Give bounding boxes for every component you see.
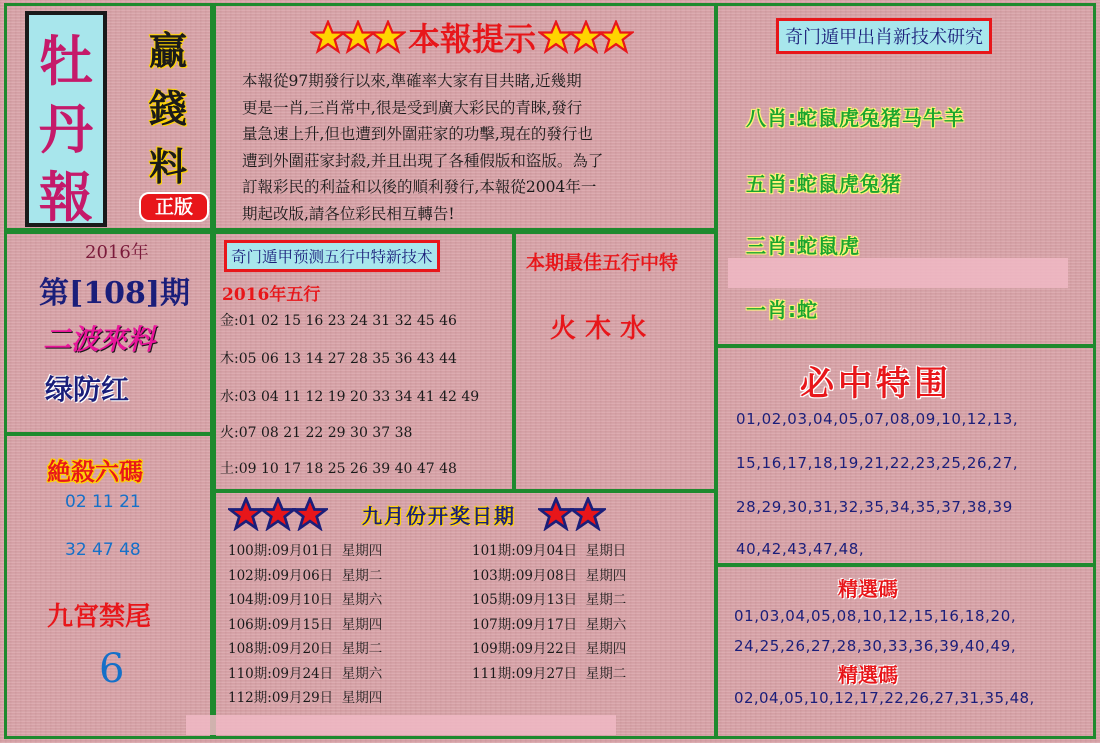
best-value: 火 木 水 — [550, 314, 647, 344]
element-row — [220, 386, 479, 406]
element-label: 木: — [220, 351, 239, 367]
star-icon — [538, 497, 574, 531]
element-nums: 05 06 13 14 27 28 35 36 43 44 — [238, 351, 457, 367]
notice-line: 訂報彩民的利益和以後的順利發行,本報從2004年一 — [242, 178, 597, 196]
issue-year: 2016年 — [85, 242, 149, 263]
kill-panel — [4, 433, 213, 739]
logo-char: 報 — [39, 165, 93, 229]
zodiac-item: 八肖:蛇鼠虎兔猪马牛羊 — [746, 106, 965, 130]
notice-line: 本報從97期發行以來,準確率大家有目共睹,近幾期 — [242, 72, 582, 90]
selected-line: 01,03,04,05,08,10,12,15,16,18,20, — [734, 607, 1017, 625]
five-elements-year: 2016年五行 — [222, 285, 321, 305]
schedule-cell: 102期:09月06日 星期二 — [228, 567, 383, 584]
element-row — [220, 310, 457, 330]
star-icon — [228, 497, 264, 531]
highlight-bar — [186, 715, 616, 735]
kill-line: 02 11 21 — [65, 492, 141, 512]
issue-panel — [4, 231, 213, 435]
element-label: 土: — [220, 461, 239, 477]
schedule-cell: 111期:09月27日 星期二 — [472, 665, 627, 682]
zodiac-title: 奇门遁甲出肖新技术研究 — [776, 18, 992, 54]
wave-title: 二波來料 — [43, 323, 156, 356]
element-row — [220, 348, 457, 368]
schedule-cell: 107期:09月17日 星期六 — [472, 616, 627, 633]
five-elements-title: 奇门遁甲预测五行中特新技术 — [224, 240, 440, 272]
element-nums: 03 04 11 12 19 20 33 34 41 42 49 — [238, 389, 480, 405]
schedule-title-row — [228, 497, 606, 531]
notice-line: 遭到外圍莊家封殺,并且出現了各種假版和盜版。為了 — [242, 151, 604, 170]
logo-char: 牡 — [39, 29, 93, 93]
special-line: 28,29,30,31,32,35,34,35,37,38,39 — [736, 498, 1013, 516]
palace-title: 九宮禁尾 — [47, 602, 152, 632]
element-row — [220, 458, 457, 478]
notice-line: 期起改版,請各位彩民相互轉告! — [242, 204, 455, 223]
element-nums: 09 10 17 18 25 26 39 40 47 48 — [238, 461, 457, 477]
genuine-badge: 正版 — [139, 192, 209, 222]
selected-title: 精選碼 — [838, 577, 898, 601]
star-icon — [292, 497, 328, 531]
zodiac-item: 五肖:蛇鼠虎兔猪 — [746, 172, 902, 196]
palace-value: 6 — [99, 646, 125, 692]
five-elements-panel — [213, 231, 515, 492]
special-line: 40,42,43,47,48, — [736, 540, 865, 558]
star-icon — [260, 497, 296, 531]
special-line: 01,02,03,04,05,07,08,09,10,12,13, — [736, 410, 1019, 428]
special-line: 15,16,17,18,19,21,22,23,25,26,27, — [736, 454, 1019, 472]
element-label: 火: — [220, 425, 239, 441]
selected-panel — [715, 564, 1096, 739]
schedule-panel — [213, 490, 717, 739]
zodiac-item: 三肖:蛇鼠虎 — [746, 234, 860, 258]
selected-line: 24,25,26,27,28,30,33,36,39,40,49, — [734, 637, 1017, 655]
schedule-cell: 103期:09月08日 星期四 — [472, 567, 627, 584]
element-nums: 01 02 15 16 23 24 31 32 45 46 — [238, 313, 457, 329]
notice-title: 本報提示 — [408, 20, 537, 58]
schedule-cell: 104期:09月10日 星期六 — [228, 592, 383, 608]
schedule-title: 九月份开奖日期 — [362, 503, 516, 528]
side-char: 錢 — [149, 87, 188, 131]
logo — [25, 11, 107, 227]
best-elements-panel — [513, 231, 717, 492]
side-char: 料 — [149, 145, 188, 189]
schedule-cell: 112期:09月29日 星期四 — [228, 690, 383, 706]
notice-line: 更是一肖,三肖常中,很是受到廣大彩民的青睞,發行 — [242, 98, 583, 117]
zodiac-item: 一肖:蛇 — [746, 298, 818, 322]
issue-number: 第[108]期 — [39, 276, 191, 311]
masthead-panel — [4, 3, 213, 231]
notice-panel — [213, 3, 717, 231]
kill-title: 絶殺六碼 — [47, 458, 143, 486]
star-icon — [570, 497, 606, 531]
notice-title-row — [310, 14, 634, 60]
schedule-cell: 110期:09月24日 星期六 — [228, 665, 383, 682]
element-label: 水: — [220, 389, 239, 405]
star-icon — [598, 20, 634, 54]
logo-char: 丹 — [39, 97, 93, 161]
highlight-bar — [728, 258, 1068, 288]
element-label: 金: — [220, 313, 239, 329]
side-char: 贏 — [149, 29, 188, 73]
schedule-cell: 108期:09月20日 星期二 — [228, 641, 383, 657]
notice-line: 量急速上升,但也遭到外圍莊家的功擊,現在的發行也 — [242, 125, 593, 143]
schedule-cell: 105期:09月13日 星期二 — [472, 592, 627, 608]
special-title: 必中特围 — [800, 364, 952, 404]
best-title: 本期最佳五行中特 — [526, 252, 679, 274]
schedule-cell: 106期:09月15日 星期四 — [228, 616, 383, 633]
zodiac-panel — [715, 3, 1096, 347]
element-nums: 07 08 21 22 29 30 37 38 — [238, 425, 413, 441]
element-row — [220, 422, 412, 442]
selected-line: 02,04,05,10,12,17,22,26,27,31,35,48, — [734, 689, 1035, 707]
schedule-rows — [228, 539, 626, 711]
wave-value: 绿防红 — [45, 373, 130, 406]
notice-body — [242, 68, 603, 227]
special-panel — [715, 345, 1096, 566]
selected-title: 精選碼 — [838, 663, 898, 687]
schedule-cell: 109期:09月22日 星期四 — [472, 641, 627, 657]
kill-line: 32 47 48 — [65, 540, 141, 560]
schedule-cell: 101期:09月04日 星期日 — [472, 543, 627, 559]
star-icon — [370, 20, 406, 54]
schedule-cell: 100期:09月01日 星期四 — [228, 543, 383, 559]
